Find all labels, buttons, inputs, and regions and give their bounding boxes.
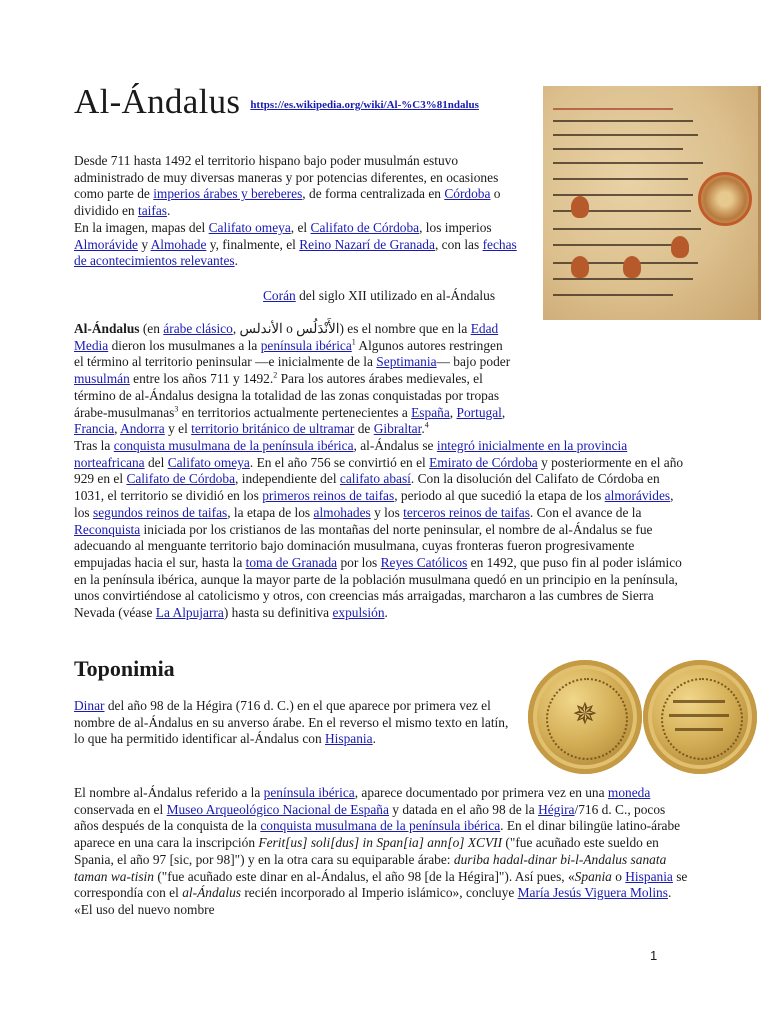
- link-peninsula-iberica[interactable]: península ibérica: [260, 337, 352, 353]
- link-viguera-molins[interactable]: María Jesús Viguera Molins: [517, 885, 668, 901]
- link-reino-nazari[interactable]: Reino Nazarí de Granada: [299, 236, 435, 252]
- link-museo-arqueologico[interactable]: Museo Arqueológico Nacional de España: [166, 801, 389, 817]
- page-number: 1: [650, 948, 658, 963]
- link-cordoba[interactable]: Córdoba: [444, 186, 491, 202]
- link-fechas[interactable]: fechas de acontecimientos relevantes: [74, 236, 517, 269]
- link-espana[interactable]: España: [411, 404, 450, 420]
- rosette-ornament: [698, 172, 752, 226]
- link-arabe-clasico[interactable]: árabe clásico: [163, 321, 233, 336]
- link-califato-cordoba-2[interactable]: Califato de Córdoba: [126, 471, 236, 487]
- dinar-obverse-image: [528, 660, 642, 774]
- link-terceros-taifas[interactable]: terceros reinos de taifas: [403, 504, 530, 520]
- link-hegira[interactable]: Hégira: [538, 801, 575, 817]
- link-septimania[interactable]: Septimania: [376, 354, 437, 370]
- link-provincia-norteafricana[interactable]: integró inicialmente en la provincia norteafricana: [74, 438, 628, 470]
- link-andorra[interactable]: Andorra: [120, 421, 165, 437]
- link-califato-omeya[interactable]: Califato omeya: [208, 219, 291, 235]
- link-alpujarra[interactable]: La Alpujarra: [155, 605, 224, 621]
- paragraph-toponimia: El nombre al-Ándalus referido a la península ibérica, aparece documentado por primera vez en una moneda conservada en el Museo Arqueológico Nacional de España y datada en el año 98 de la Hégira/716 d. C., pocos años después de la conquista de la conquista musulmana de la península ibérica. En el dinar bilingüe latino-árabe aparece en una cara la inscripción Ferit[us] soli[dus] in Span[ia] ann[o] XCVII ("fue acuñado este sueldo en Spania, el año 97 [sic, por 98]") y en la otra cara su equiparable árabe: duriba hadal-dinar bi-l-Andalus sanata taman wa-tisin ("fue acuñado este dinar en al-Ándalus, el año 98 [de la Hégira]"). Así pues, «Spania o Hispania se correspondía con el al-Ándalus recién incorporado al Imperio islámico», concluye María Jesús Viguera Molins. «El uso del nuevo nombre: [74, 785, 688, 917]
- link-francia[interactable]: Francia: [74, 421, 115, 437]
- source-link[interactable]: https://es.wikipedia.org/wiki/Al-%C3%81ndalus: [250, 99, 479, 111]
- link-emirato-cordoba[interactable]: Emirato de Córdoba: [429, 454, 538, 470]
- link-territorio-britanico[interactable]: territorio británico de ultramar: [191, 421, 355, 437]
- link-almoravide[interactable]: Almorávide: [74, 236, 138, 252]
- link-conquista[interactable]: conquista musulmana de la península ibérica: [113, 438, 354, 453]
- link-califato-cordoba[interactable]: Califato de Córdoba: [310, 219, 420, 235]
- paragraph-definition: Al-Ándalus (en árabe clásico, الأندلس o الأَنْدَلُس) es el nombre que en la Edad Media dieron los musulmanes a la península ibérica$^1$ Algunos autores restringen el término al territorio peninsular —e inicialmente de la Septimania— bajo poder musulmán entre los años 711 y 1492.$^2$ Para los autores árabes medievales, el término de al-Ándalus designa la totalidad de las zonas conquistadas por tropas árabe-musulmanas$^3$ en territorios actualmente pertenecientes a España, Portugal, Francia, Andorra y el territorio británico de ultramar de Gibraltar.$^4$: [74, 321, 511, 437]
- intro-paragraph: Desde 711 hasta 1492 el territorio hispano bajo poder musulmán estuvo administrado de muy diversas maneras y por potencias diferentes, en ocasiones como parte de imperios árabes y bereberes, de forma centralizada en Córdoba o dividido en taifas. En la imagen, mapas del Califato omeya, el Califato de Córdoba, los imperios Almorávide y Almohade y, finalmente, el Reino Nazarí de Granada, con las fechas de acontecimientos relevantes.: [74, 153, 517, 269]
- link-almohade[interactable]: Almohade: [150, 236, 207, 252]
- link-segundos-taifas[interactable]: segundos reinos de taifas: [92, 504, 228, 520]
- link-portugal[interactable]: Portugal: [456, 404, 502, 420]
- title-row: [74, 82, 479, 122]
- link-musulman[interactable]: musulmán: [74, 371, 130, 387]
- dinar-reverse-image: [643, 660, 757, 774]
- link-coran[interactable]: Corán: [263, 288, 296, 303]
- link-moneda[interactable]: moneda: [607, 785, 651, 800]
- link-hispania-2[interactable]: Hispania: [625, 868, 673, 884]
- link-reconquista[interactable]: Reconquista: [74, 521, 141, 537]
- link-primeros-taifas[interactable]: primeros reinos de taifas: [262, 488, 395, 504]
- link-almohades[interactable]: almohades: [313, 504, 371, 520]
- link-hispania[interactable]: Hispania: [325, 731, 373, 747]
- coran-manuscript-image: [543, 86, 761, 320]
- page-title: Al-Ándalus: [74, 82, 241, 121]
- link-edad-media[interactable]: Edad Media: [74, 321, 499, 353]
- link-dinar[interactable]: Dinar: [74, 698, 105, 713]
- star-icon: ✵: [572, 698, 598, 731]
- link-almoravides[interactable]: almorávides: [604, 488, 671, 504]
- link-toma-granada[interactable]: toma de Granada: [245, 554, 338, 570]
- link-califato-omeya-2[interactable]: Califato omeya: [167, 454, 250, 470]
- paragraph-history: Tras la conquista musulmana de la península ibérica, al-Ándalus se integró inicialmente en la provincia norteafricana del Califato omeya. En el año 756 se convirtió en el Emirato de Córdoba y posteriormente en el año 929 en el Califato de Córdoba, independiente del califato abasí. Con la disolución del Califato de Córdoba en 1031, el territorio se dividió en los primeros reinos de taifas, periodo al que sucedió la etapa de los almorávides, los segundos reinos de taifas, la etapa de los almohades y los terceros reinos de taifas. Con el avance de la Reconquista iniciada por los cristianos de las montañas del norte peninsular, el nombre de al-Ándalus se fue adecuando al menguante territorio bajo dominación musulmana, cuyas fronteras fueron progresivamente empujadas hacia el sur, hasta la toma de Granada por los Reyes Católicos en 1492, que puso fin al poder islámico en la península ibérica, aunque la mayor parte de la población musulmana quedó en un principio en la península, unos convirtiéndose al catolicismo y otros, con creencias más arraigadas, marcharon a las cumbres de Sierra Nevada (véase La Alpujarra) hasta su definitiva expulsión.: [74, 438, 684, 621]
- link-taifas[interactable]: taifas: [137, 203, 167, 219]
- link-reyes-catolicos[interactable]: Reyes Católicos: [380, 554, 468, 570]
- link-califato-abasi[interactable]: califato abasí: [339, 471, 411, 487]
- coin-caption: Dinar del año 98 de la Hégira (716 d. C.) en el que aparece por primera vez el nombre de al-Ándalus en su anverso árabe. En el reverso el mismo texto en latín, lo que ha permitido identificar al-Ándalus con Hispania.: [74, 698, 509, 747]
- link-gibraltar[interactable]: Gibraltar: [373, 421, 422, 437]
- manuscript-caption: Corán del siglo XII utilizado en al-Ándalus: [263, 288, 496, 303]
- section-heading-toponimia: Toponimia: [74, 656, 175, 681]
- link-imperios[interactable]: imperios árabes y bereberes: [153, 186, 303, 202]
- link-expulsion[interactable]: expulsión: [332, 605, 385, 621]
- link-conquista-2[interactable]: conquista musulmana de la península ibérica: [260, 818, 501, 834]
- link-peninsula-iberica-2[interactable]: península ibérica: [263, 785, 355, 800]
